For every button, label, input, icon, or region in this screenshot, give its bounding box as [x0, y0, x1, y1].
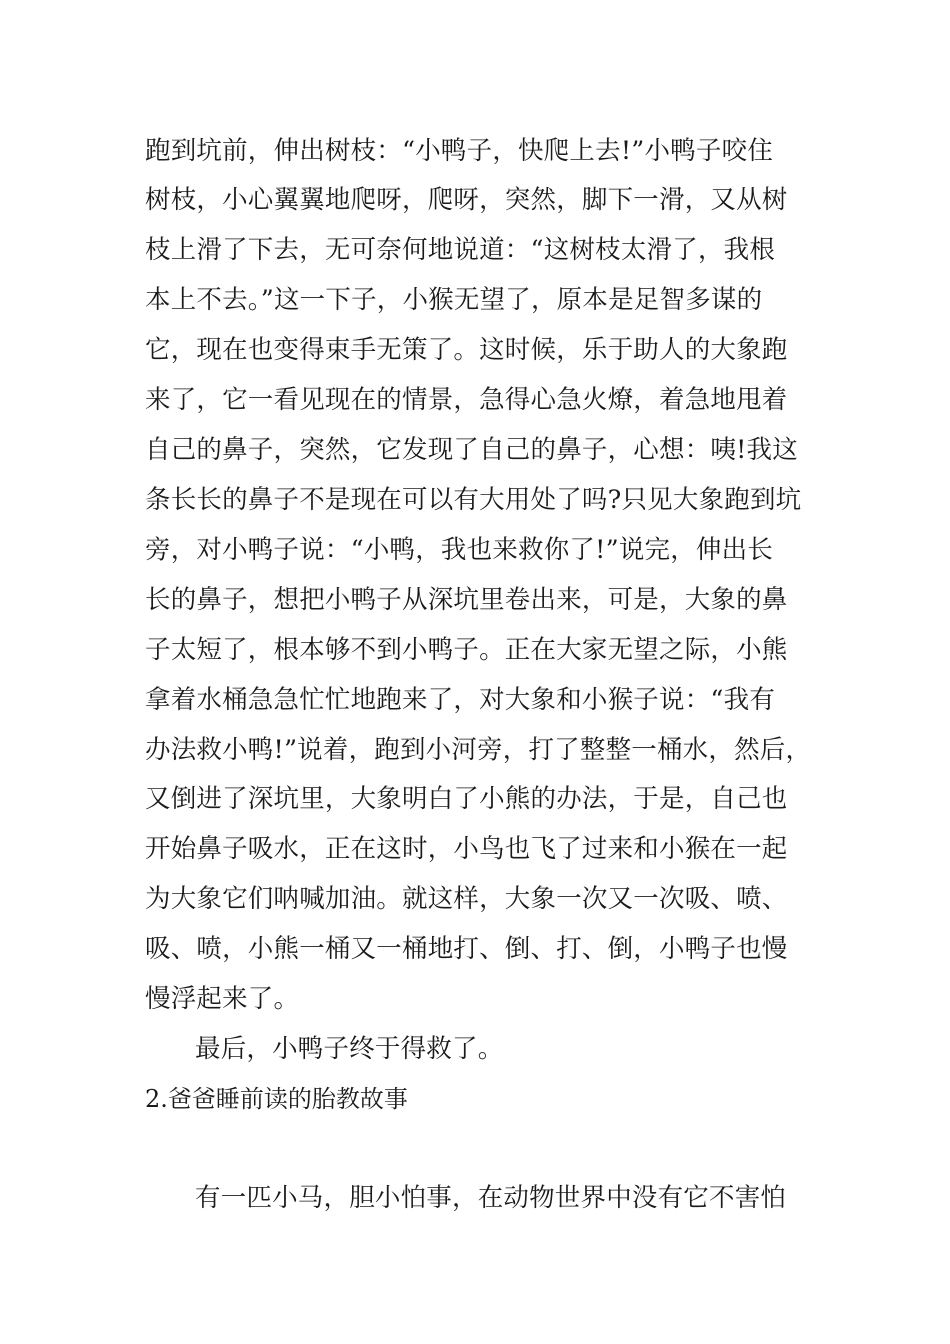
paragraph-line: 树枝，小心翼翼地爬呀，爬呀，突然，脚下一滑，又从树: [145, 185, 788, 215]
paragraph-line: 子太短了，根本够不到小鸭子。正在大家无望之际，小熊: [145, 635, 788, 665]
paragraph-line: 为大象它们呐喊加油。就这样，大象一次又一次吸、喷、: [145, 884, 788, 914]
paragraph-line: 它，现在也变得束手无策了。这时候，乐于助人的大象跑: [145, 335, 788, 365]
paragraph-line: 办法救小鸭!”说着，跑到小河旁，打了整整一桶水，然后，: [145, 735, 812, 765]
paragraph-line: 自己的鼻子，突然，它发现了自己的鼻子，心想：咦!我这: [145, 435, 798, 465]
section-heading: 2.爸爸睡前读的胎教故事: [145, 1085, 408, 1113]
paragraph-line: 慢浮起来了。: [145, 984, 300, 1014]
paragraph-line: 条长长的鼻子不是现在可以有大用处了吗?只见大象跑到坑: [145, 485, 802, 515]
paragraph-line: 长的鼻子，想把小鸭子从深坑里卷出来，可是，大象的鼻: [145, 585, 788, 615]
paragraph-line: 开始鼻子吸水，正在这时，小鸟也飞了过来和小猴在一起: [145, 834, 788, 864]
paragraph-line: 枝上滑了下去，无可奈何地说道：“这树枝太滑了，我根: [145, 235, 776, 265]
closing-line: 最后，小鸭子终于得救了。: [195, 1034, 504, 1064]
paragraph-line: 来了，它一看见现在的情景，急得心急火燎，着急地甩着: [145, 385, 788, 415]
paragraph-line: 吸、喷，小熊一桶又一桶地打、倒、打、倒，小鸭子也慢: [145, 934, 788, 964]
paragraph-line: 跑到坑前，伸出树枝：“小鸭子，快爬上去!”小鸭子咬住: [145, 136, 774, 166]
paragraph-line: 又倒进了深坑里，大象明白了小熊的办法，于是，自己也: [145, 784, 788, 814]
paragraph-line: 有一匹小马，胆小怕事，在动物世界中没有它不害怕: [195, 1183, 787, 1213]
paragraph-line: 本上不去。”这一下子，小猴无望了，原本是足智多谋的: [145, 285, 763, 315]
paragraph-line: 拿着水桶急急忙忙地跑来了，对大象和小猴子说：“我有: [145, 685, 776, 715]
paragraph-line: 旁，对小鸭子说：“小鸭，我也来救你了!”说完，伸出长: [145, 535, 774, 565]
